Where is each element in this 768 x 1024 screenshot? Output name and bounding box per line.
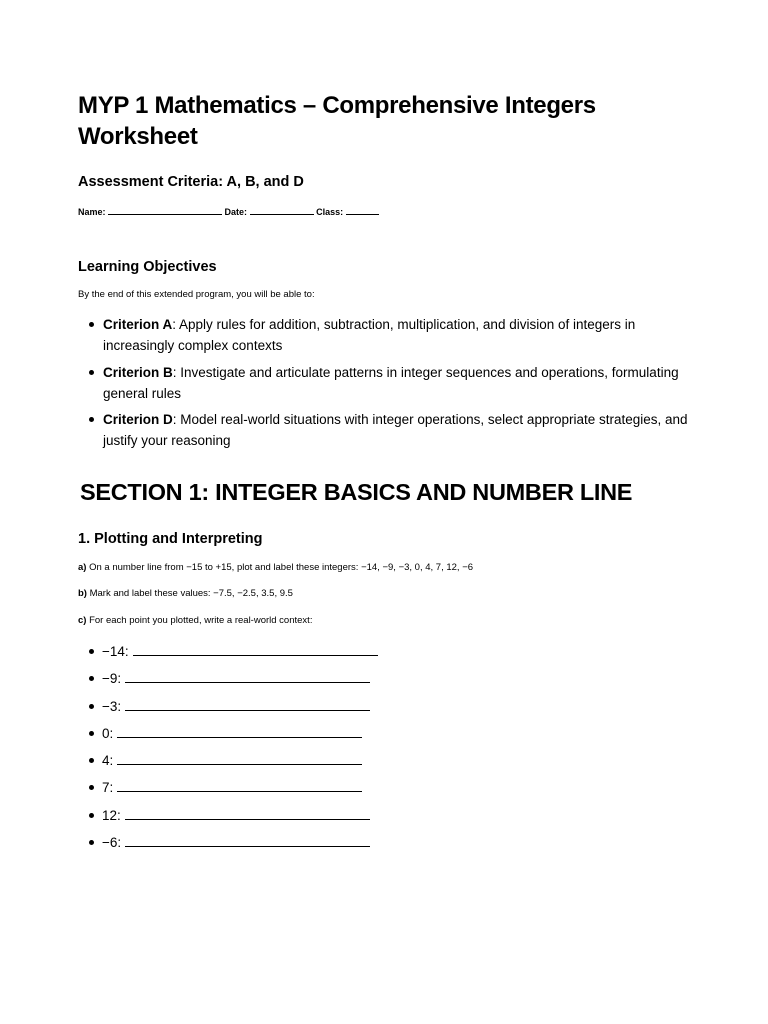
part-label: c) [78,615,87,626]
objective-item [78,362,698,404]
objective-item [78,314,698,356]
objectives-list [78,314,698,457]
context-item [78,693,378,720]
answer-line [125,697,370,711]
class-label: Class: [316,207,344,217]
name-label: Name: [78,207,106,217]
question-heading: 1. Plotting and Interpreting [78,531,263,547]
part-text: On a number line from −15 to +15, plot and label these integers: −14, −9, −3, 0, 4, 7, 12, −6 [86,562,474,573]
context-item [78,638,378,665]
context-label: −6: [102,835,122,851]
criterion-label: Criterion B [103,364,173,380]
objective-text: : Model real-world situations with integer operations, select appropriate strategies, and justify your reasoning [103,412,688,448]
part-text: Mark and label these values: −7.5, −2.5, 3.5, 9.5 [86,588,293,599]
question-part-b [78,587,293,601]
objective-text: : Investigate and articulate patterns in integer sequences and operations, formulating general rules [103,364,679,401]
context-item [78,829,378,856]
objective-item [78,409,698,451]
part-label: b) [78,588,87,599]
answer-line [133,642,378,656]
criterion-label: Criterion D [103,412,173,427]
context-item [78,665,378,692]
part-label: a) [78,562,87,573]
answer-line [125,833,370,847]
context-label: 4: [102,753,114,769]
answer-line [117,724,362,738]
context-label: 0: [102,725,114,741]
context-label: −9: [102,671,122,687]
date-blank [250,205,314,215]
class-blank [346,205,379,215]
context-label: −14: [102,644,129,659]
context-label: 7: [102,780,114,796]
date-label: Date: [224,207,248,217]
student-info-line [78,205,379,219]
context-item [78,802,378,829]
context-label: −3: [102,698,122,714]
part-text: For each point you plotted, write a real-world context: [86,615,313,626]
learning-objectives-heading: Learning Objectives [78,259,217,275]
context-label: 12: [102,807,121,823]
worksheet-title: MYP 1 Mathematics – Comprehensive Integers Worksheet [78,92,596,150]
answer-line [117,778,362,792]
assessment-criteria-heading: Assessment Criteria: A, B, and D [78,174,304,190]
section-title: SECTION 1: INTEGER BASICS AND NUMBER LINE [80,479,633,505]
context-list [78,638,378,856]
question-part-a [78,561,473,575]
name-blank [108,205,222,215]
question-part-c [78,614,312,628]
criterion-label: Criterion A [103,317,173,332]
objectives-intro: By the end of this extended program, you will be able to: [78,289,315,300]
answer-line [117,751,362,765]
context-item [78,720,378,747]
objective-text: : Apply rules for addition, subtraction, multiplication, and division of integers in increasingly complex contexts [103,317,636,353]
answer-line [125,669,370,683]
answer-line [125,806,370,820]
context-item [78,747,378,774]
context-item [78,774,378,801]
